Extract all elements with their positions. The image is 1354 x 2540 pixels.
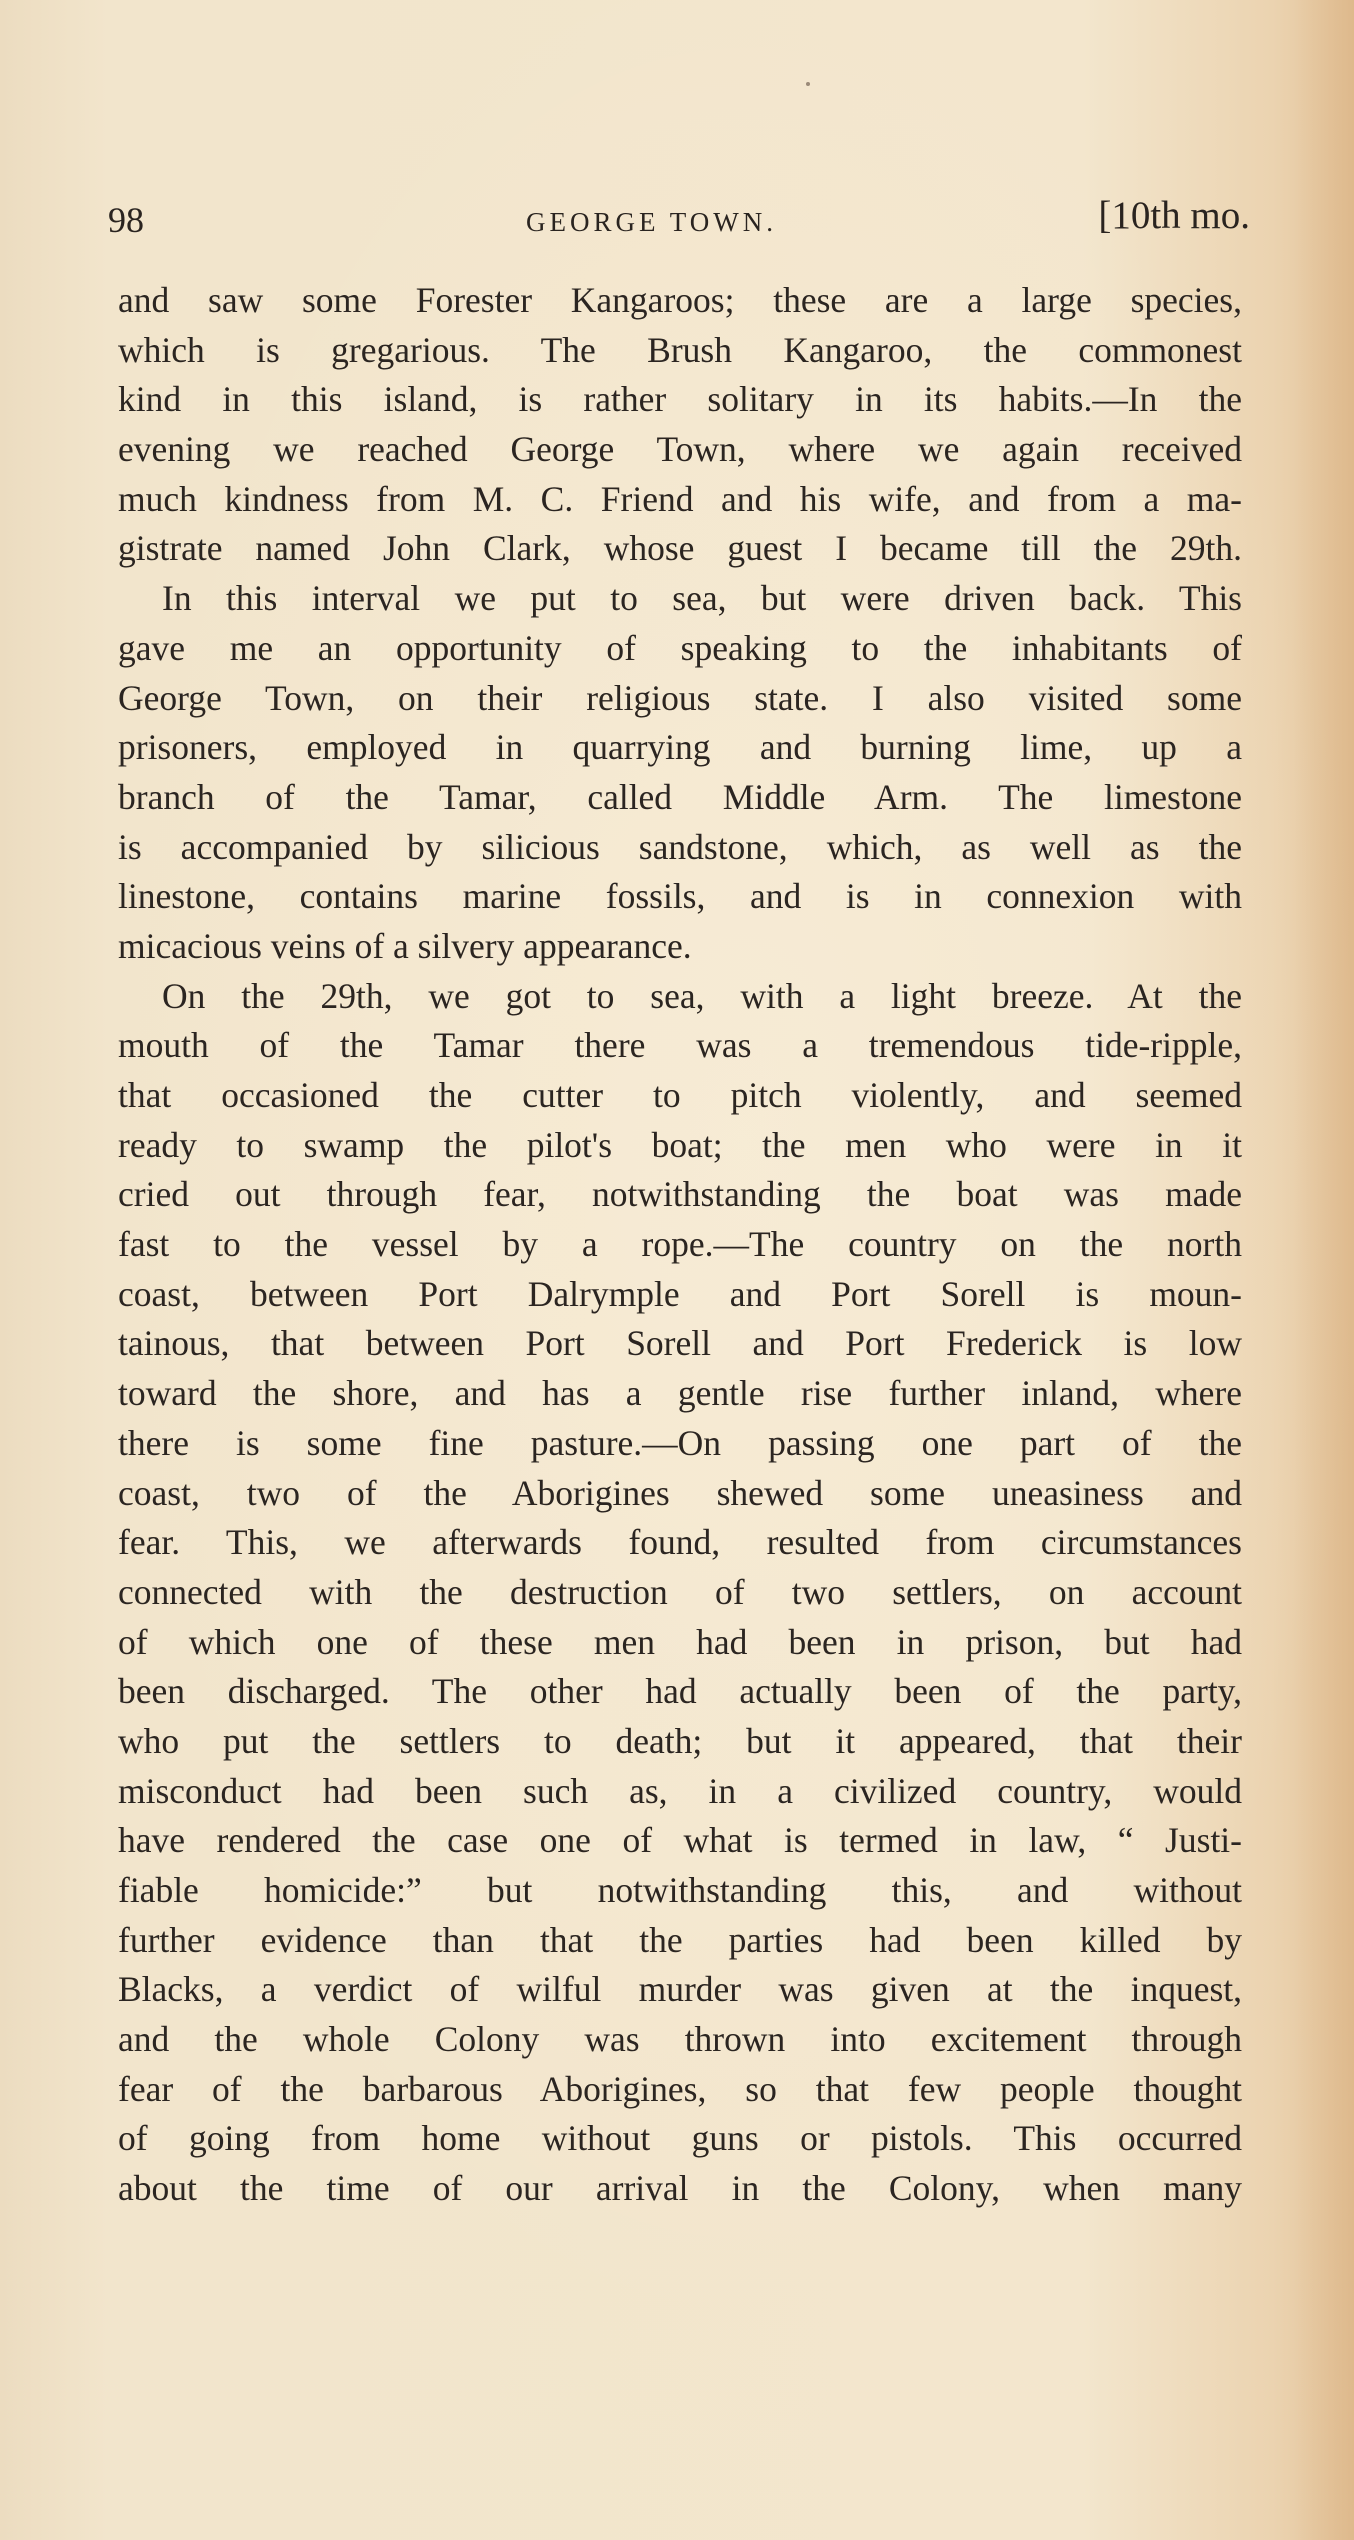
text-line: fast to the vessel by a rope.—The country on the north (118, 1224, 1242, 1265)
text-line: tainous, that between Port Sorell and Port Frederick is low (118, 1323, 1242, 1364)
text-line: misconduct had been such as, in a civilized country, would (118, 1770, 1242, 1811)
text-line: coast, between Port Dalrymple and Port Sorell is moun- (118, 1273, 1242, 1314)
text-line: kind in this island, is rather solitary in its habits.—In the (118, 379, 1242, 420)
text-line: and saw some Forester Kangaroos; these are a large species, (118, 280, 1242, 320)
text-line: which is gregarious. The Brush Kangaroo, the commonest (118, 329, 1242, 370)
text-line: coast, two of the Aborigines shewed some uneasiness and (118, 1472, 1242, 1513)
text-line: much kindness from M. C. Friend and his wife, and from a ma- (118, 478, 1242, 519)
text-line: fear of the barbarous Aborigines, so that few people thought (118, 2068, 1242, 2109)
text-line: is accompanied by silicious sandstone, which, as well as the (118, 826, 1242, 867)
text-line: there is some fine pasture.—On passing one part of the (118, 1422, 1242, 1463)
text-line: of which one of these men had been in prison, but had (118, 1621, 1242, 1662)
text-line: ready to swamp the pilot's boat; the men who were in it (118, 1124, 1242, 1165)
page-edge-shading (1294, 0, 1354, 2540)
text-line: fiable homicide:” but notwithstanding this, and without (118, 1870, 1242, 1910)
text-line: mouth of the Tamar there was a tremendous tide-ripple, (118, 1025, 1242, 1066)
text-line: fear. This, we afterwards found, resulted from circumstances (118, 1522, 1242, 1563)
text-line: On the 29th, we got to sea, with a light breeze. At the (162, 975, 1242, 1016)
text-line: have rendered the case one of what is termed in law, “ Justi- (118, 1820, 1242, 1861)
text-line: that occasioned the cutter to pitch violently, and seemed (118, 1075, 1242, 1115)
text-line: cried out through fear, notwithstanding the boat was made (118, 1174, 1242, 1215)
month-marker: [10th mo. (1098, 194, 1250, 237)
paper-speck (806, 82, 810, 86)
text-line: and the whole Colony was thrown into excitement through (118, 2019, 1242, 2060)
text-line: about the time of our arrival in the Colony, when many (118, 2168, 1242, 2209)
text-line: micacious veins of a silvery appearance. (118, 925, 692, 966)
text-line: prisoners, employed in quarrying and burning lime, up a (118, 727, 1242, 768)
text-line: In this interval we put to sea, but were driven back. This (162, 578, 1242, 619)
text-line: Blacks, a verdict of wilful murder was given at the inquest, (118, 1969, 1242, 2010)
text-line: further evidence than that the parties had been killed by (118, 1919, 1242, 1960)
text-line: George Town, on their religious state. I also visited some (118, 677, 1242, 718)
text-line: connected with the destruction of two settlers, on account (118, 1571, 1242, 1612)
text-line: been discharged. The other had actually been of the party, (118, 1671, 1242, 1712)
text-line: branch of the Tamar, called Middle Arm. The limestone (118, 776, 1242, 817)
running-head: GEORGE TOWN. (526, 207, 777, 237)
body-text (118, 276, 1242, 2214)
text-line: who put the settlers to death; but it appeared, that their (118, 1720, 1242, 1761)
text-line: gave me an opportunity of speaking to the inhabitants of (118, 627, 1242, 668)
text-line: gistrate named John Clark, whose guest I became till the 29th. (118, 528, 1242, 569)
text-line: linestone, contains marine fossils, and is in connexion with (118, 876, 1242, 917)
text-line: evening we reached George Town, where we again received (118, 429, 1242, 470)
text-line: toward the shore, and has a gentle rise further inland, where (118, 1373, 1242, 1414)
page-header (108, 192, 1250, 248)
text-line: of going from home without guns or pistols. This occurred (118, 2118, 1242, 2159)
page-number: 98 (108, 200, 144, 240)
